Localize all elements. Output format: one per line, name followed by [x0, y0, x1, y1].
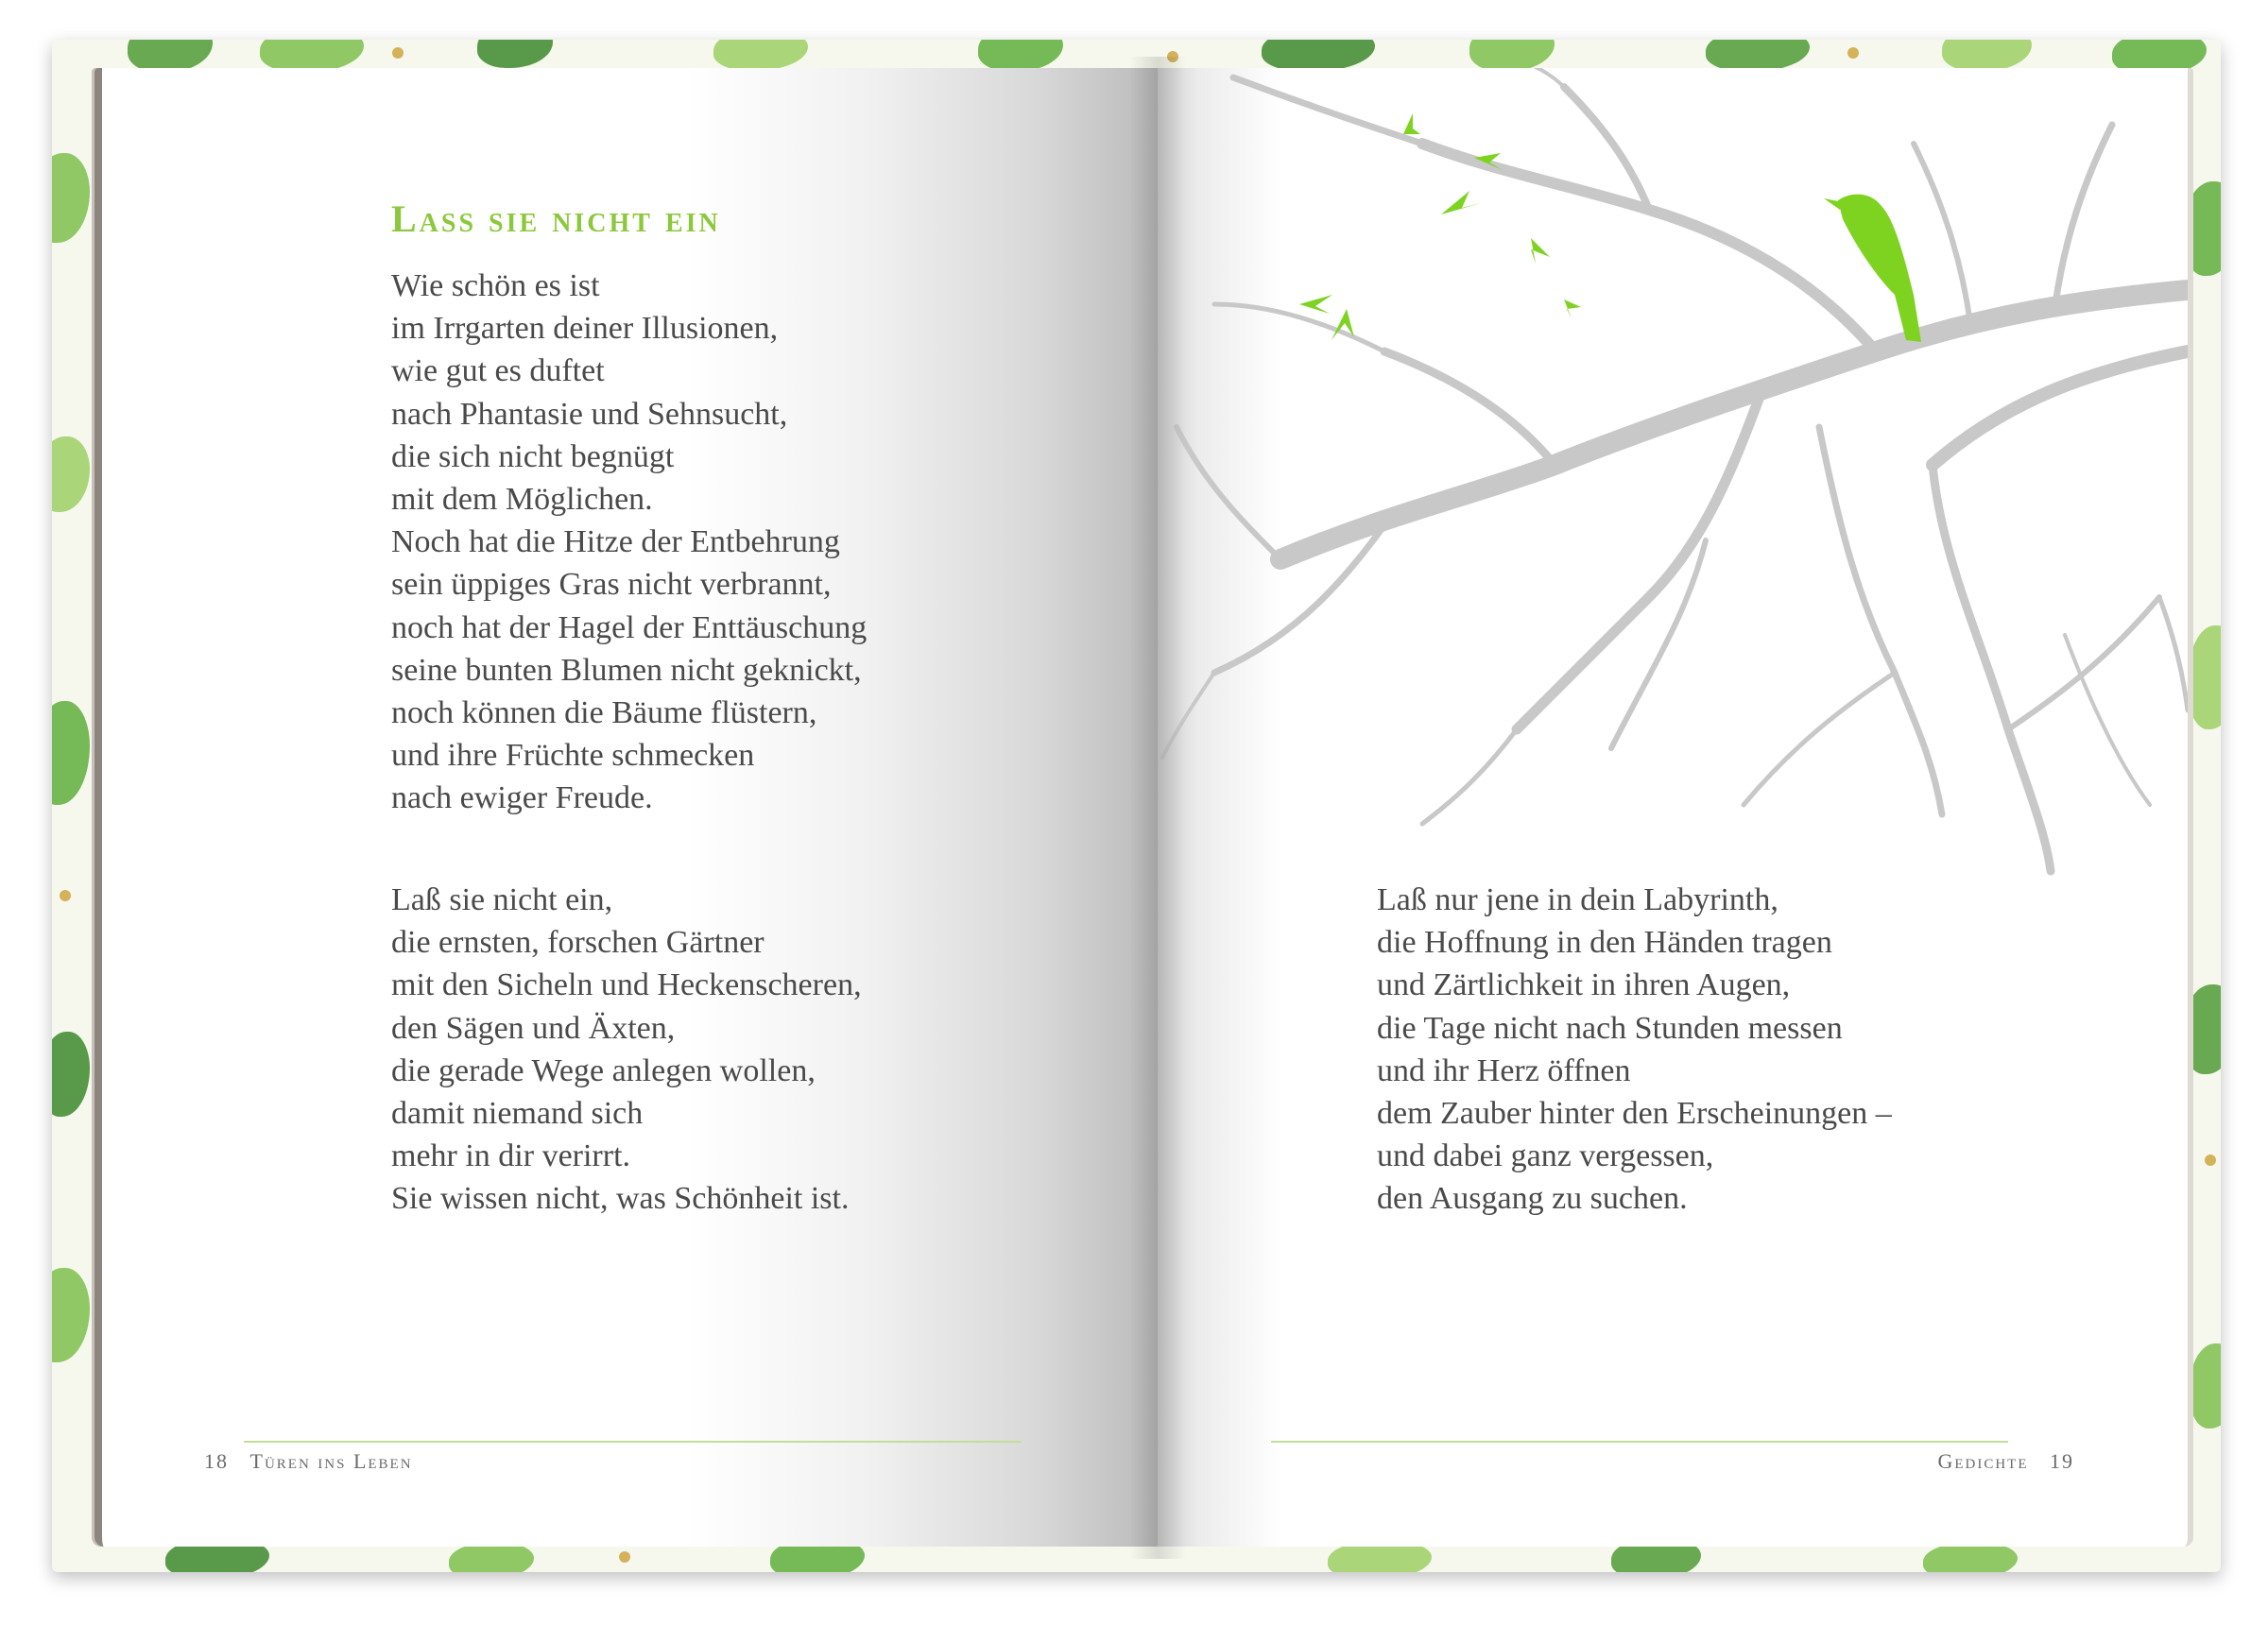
cover-leaf — [2190, 1343, 2221, 1428]
poem-line: damit niemand sich — [391, 1096, 644, 1132]
poem-line: nach ewiger Freude. — [391, 780, 653, 816]
cover-leaf — [1942, 40, 2032, 72]
poem-line: Laß sie nicht ein, — [391, 882, 613, 917]
poem-line: die ernsten, forschen Gärtner — [391, 925, 765, 961]
footer-rule — [1271, 1441, 2008, 1443]
cover-leaf — [52, 436, 90, 512]
poem-line: nach Phantasie und Sehnsucht, — [391, 396, 788, 432]
poem-line: mit dem Möglichen. — [391, 482, 653, 518]
cover-dot — [60, 890, 71, 901]
page-number: 19 — [2050, 1449, 2074, 1473]
poem-line: die Hoffnung in den Händen tragen — [1377, 925, 1832, 961]
footer-rule — [244, 1441, 1022, 1443]
poem-line: Sie wissen nicht, was Schönheit ist. — [391, 1181, 850, 1217]
cover-dot — [2205, 1155, 2216, 1166]
poem-line: Noch hat die Hitze der Entbehrung — [391, 524, 840, 560]
left-page — [94, 68, 1165, 1547]
poem-line: die sich nicht begnügt — [391, 438, 675, 474]
running-title: Türen ins Leben — [249, 1449, 413, 1473]
poem-line: sein üppiges Gras nicht verbrannt, — [391, 567, 832, 603]
cover-leaf — [713, 40, 808, 71]
cover-leaf — [52, 1032, 90, 1117]
stanza-1 — [391, 265, 867, 820]
poem-line: und ihre Früchte schmecken — [391, 738, 755, 774]
right-page — [1158, 68, 2193, 1547]
cover-leaf — [52, 701, 90, 805]
cover-leaf — [477, 40, 553, 68]
poem-line: den Sägen und Äxten, — [391, 1010, 676, 1046]
cover-leaf — [1262, 40, 1375, 72]
page-footer-left — [204, 1449, 413, 1474]
running-title: Gedichte — [1937, 1449, 2029, 1473]
poem-title: Lass sie nicht ein — [391, 197, 721, 240]
poem-line: im Irrgarten deiner Illusionen, — [391, 311, 779, 347]
cover-leaf — [1706, 40, 1810, 72]
stanza-2 — [391, 879, 862, 1221]
poem-line: dem Zauber hinter den Erscheinungen – — [1377, 1096, 1892, 1132]
stanza-3 — [1377, 879, 1892, 1221]
poem-line: den Ausgang zu suchen. — [1377, 1181, 1688, 1217]
poem-line: wie gut es duftet — [391, 353, 605, 389]
poem-line: Wie schön es ist — [391, 268, 600, 303]
tree-branch-with-birds-icon — [1158, 68, 2188, 881]
poem-line: und dabei ganz vergessen, — [1377, 1138, 1714, 1174]
cover-leaf — [1469, 40, 1555, 72]
poem-line: noch hat der Hagel der Enttäuschung — [391, 609, 868, 645]
cover-leaf — [978, 40, 1063, 72]
poem-line: seine bunten Blumen nicht geknickt, — [391, 652, 862, 688]
page-number: 18 — [204, 1449, 229, 1473]
poem-line: die Tage nicht nach Stunden messen — [1377, 1010, 1843, 1046]
poem-line: mehr in dir verirrt. — [391, 1138, 631, 1174]
book-spine — [1129, 57, 1186, 1559]
poem-line: die gerade Wege anlegen wollen, — [391, 1052, 816, 1088]
cover-dot — [1847, 47, 1859, 59]
poem-line: und Zärtlichkeit in ihren Augen, — [1377, 967, 1791, 1003]
cover-leaf — [52, 153, 90, 243]
cover-leaf — [52, 1268, 90, 1362]
cover-dot — [619, 1551, 630, 1563]
poem-line: Laß nur jene in dein Labyrinth, — [1377, 882, 1778, 917]
page-footer-right — [1937, 1449, 2074, 1474]
poem-line: noch können die Bäume flüstern, — [391, 695, 817, 731]
cover-dot — [392, 47, 404, 59]
poem-line: und ihr Herz öffnen — [1377, 1052, 1631, 1088]
poem-line: mit den Sicheln und Heckenscheren, — [391, 967, 862, 1003]
